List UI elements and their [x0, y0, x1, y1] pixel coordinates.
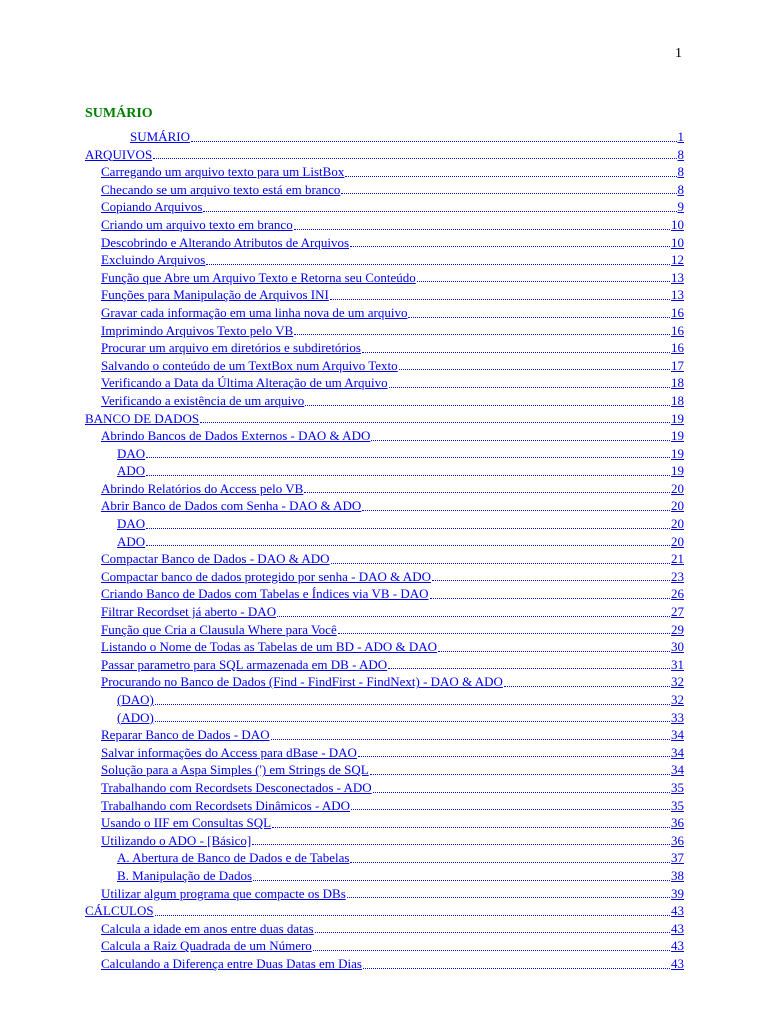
toc-entry[interactable]	[0, 832, 768, 850]
toc-entry-page[interactable]: 43	[671, 938, 684, 954]
toc-entry-page[interactable]: 27	[671, 604, 684, 620]
toc-entry-page[interactable]: 43	[671, 903, 684, 919]
toc-entry-title[interactable]: BANCO DE DADOS	[85, 410, 200, 426]
toc-entry-page[interactable]: 32	[671, 692, 684, 707]
dot-leader	[358, 756, 670, 757]
toc-entry[interactable]	[0, 339, 768, 357]
toc-entry-title[interactable]: Procurar um arquivo em diretórios e subdiretórios	[101, 340, 361, 356]
toc-entry-page[interactable]: 8	[677, 164, 684, 180]
toc-entry-title[interactable]: Verificando a existência de um arquivo	[101, 392, 305, 408]
dot-leader	[408, 317, 670, 318]
toc-entry-page[interactable]: 34	[671, 762, 684, 778]
toc-entry[interactable]	[0, 445, 768, 463]
toc-entry[interactable]	[0, 814, 768, 832]
dot-leader	[351, 809, 670, 810]
toc-entry[interactable]	[0, 497, 768, 515]
toc-entry-title[interactable]: Imprimindo Arquivos Texto pelo VB	[101, 322, 294, 338]
dot-leader	[294, 229, 670, 230]
toc-entry-page[interactable]: 16	[671, 340, 684, 356]
toc-entry-page[interactable]: 20	[671, 498, 684, 514]
toc-entry-page[interactable]: 35	[671, 797, 684, 813]
toc-entry[interactable]	[0, 885, 768, 903]
toc-entry-title[interactable]: Passar parametro para SQL armazenada em DB - ADO	[101, 656, 388, 672]
toc-entry-title[interactable]: CÁLCULOS	[85, 903, 154, 919]
dot-leader	[200, 422, 670, 423]
toc-entry-page[interactable]: 20	[671, 516, 684, 532]
toc-entry-page[interactable]: 16	[671, 322, 684, 338]
toc-entry-page[interactable]: 20	[671, 480, 684, 496]
dot-leader	[305, 405, 670, 406]
toc-entry-title[interactable]: Criando Banco de Dados com Tabelas e Índices via VB - DAO	[101, 586, 429, 602]
dot-leader	[277, 616, 670, 617]
toc-entry-title[interactable]: Listando o Nome de Todas as Tabelas de um BD - ADO & DAO	[101, 639, 438, 655]
toc-entry[interactable]	[0, 269, 768, 287]
toc-entry-title[interactable]: Copiando Arquivos	[101, 199, 203, 215]
toc-entry-title[interactable]: Abrindo Relatórios do Access pelo VB	[101, 480, 304, 496]
toc-entry-page[interactable]: 29	[671, 621, 684, 637]
toc-entry-title[interactable]: A. Abertura de Banco de Dados e de Tabelas	[117, 850, 350, 866]
toc-entry-title[interactable]: Descobrindo e Alterando Atributos de Arquivos	[101, 234, 350, 250]
toc-entry[interactable]	[0, 955, 768, 973]
toc-entry[interactable]	[0, 709, 768, 727]
toc-entry[interactable]	[0, 374, 768, 392]
toc-entry[interactable]	[0, 286, 768, 304]
toc-entry-title[interactable]: SUMÁRIO	[130, 129, 190, 144]
dot-leader	[155, 704, 670, 705]
dot-leader	[389, 387, 670, 388]
toc-heading: SUMÁRIO	[85, 106, 153, 121]
toc-entry-page[interactable]: 8	[677, 146, 684, 162]
toc-entry-title[interactable]: Abrindo Bancos de Dados Externos - DAO & ADO	[101, 428, 371, 444]
toc-entry-page[interactable]: 17	[671, 357, 684, 373]
toc-entry[interactable]	[0, 937, 768, 955]
toc-entry[interactable]	[0, 146, 768, 164]
toc-entry[interactable]	[0, 673, 768, 691]
toc-entry[interactable]	[0, 726, 768, 744]
toc-entry-page[interactable]: 20	[671, 533, 684, 549]
toc-entry-title[interactable]: Funções para Manipulação de Arquivos INI	[101, 287, 329, 303]
toc-entry[interactable]	[0, 480, 768, 498]
dot-leader	[203, 211, 676, 212]
toc-entry-page[interactable]: 38	[671, 867, 684, 883]
dot-leader	[146, 545, 670, 546]
toc-entry[interactable]	[0, 797, 768, 815]
toc-entry-title[interactable]: Carregando um arquivo texto para um ListBox	[101, 164, 345, 180]
dot-leader	[350, 862, 670, 863]
toc-entry[interactable]	[0, 128, 768, 146]
dot-leader	[350, 246, 670, 247]
toc-entry[interactable]	[0, 744, 768, 762]
toc-entry-title[interactable]: Função que Cria a Clausula Where para Você	[101, 621, 337, 637]
toc-entry-title[interactable]: Filtrar Recordset já aberto - DAO	[101, 604, 277, 620]
toc-entry[interactable]	[0, 920, 768, 938]
toc-entry-title[interactable]: Compactar Banco de Dados - DAO & ADO	[101, 551, 330, 567]
dot-leader	[191, 141, 677, 142]
toc-entry-title[interactable]: ADO	[117, 463, 146, 479]
toc-entry[interactable]	[0, 322, 768, 340]
toc-entry[interactable]	[0, 849, 768, 867]
toc-entry-page[interactable]: 34	[671, 727, 684, 743]
dot-leader	[345, 176, 676, 177]
toc-entry-title[interactable]: Utilizando o ADO - [Básico]	[101, 832, 252, 848]
dot-leader	[155, 721, 670, 722]
toc-entry-title[interactable]: Usando o IIF em Consultas SQL	[101, 815, 272, 831]
toc-entry-title[interactable]: Calculando a Diferença entre Duas Datas em Dias	[101, 955, 362, 971]
toc-entry-page[interactable]: 19	[671, 463, 684, 479]
toc-entry-page[interactable]: 13	[671, 269, 684, 285]
table-of-contents	[0, 128, 768, 973]
toc-entry-page[interactable]: 35	[671, 779, 684, 795]
toc-entry-page[interactable]: 13	[671, 287, 684, 303]
dot-leader	[362, 510, 670, 511]
page-number: 1	[675, 46, 682, 61]
toc-entry-page[interactable]: 32	[671, 674, 684, 690]
toc-entry-title[interactable]: Verificando a Data da Última Alteração de um Arquivo	[101, 375, 388, 391]
dot-leader	[253, 880, 670, 881]
toc-entry-page[interactable]: 18	[671, 375, 684, 391]
toc-entry-title[interactable]: Gravar cada informação em uma linha nova de um arquivo	[101, 304, 408, 320]
toc-entry-page[interactable]: 16	[671, 304, 684, 320]
toc-entry-page[interactable]: 30	[671, 639, 684, 655]
dot-leader	[388, 668, 670, 669]
dot-leader	[504, 686, 670, 687]
toc-entry-title[interactable]: Compactar banco de dados protegido por senha - DAO & ADO	[101, 568, 431, 584]
toc-entry[interactable]	[0, 515, 768, 533]
toc-entry[interactable]	[0, 410, 768, 428]
toc-entry-title[interactable]: Abrir Banco de Dados com Senha - DAO & ADO	[101, 498, 362, 514]
toc-entry[interactable]	[0, 234, 768, 252]
dot-leader	[155, 915, 670, 916]
toc-entry[interactable]	[0, 779, 768, 797]
toc-entry-title[interactable]: DAO	[117, 445, 146, 461]
toc-entry[interactable]	[0, 533, 768, 551]
toc-entry-title[interactable]: Checando se um arquivo texto está em branco	[101, 181, 341, 197]
dot-leader	[331, 563, 670, 564]
toc-entry[interactable]	[0, 198, 768, 216]
toc-entry[interactable]	[0, 251, 768, 269]
dot-leader	[347, 897, 670, 898]
dot-leader	[294, 334, 670, 335]
toc-entry-title[interactable]: Calcula a Raiz Quadrada de um Número	[101, 938, 312, 954]
dot-leader	[146, 528, 670, 529]
toc-entry[interactable]	[0, 216, 768, 234]
toc-entry-page[interactable]: 9	[677, 199, 684, 215]
dot-leader	[370, 774, 670, 775]
toc-entry-page[interactable]: 31	[671, 656, 684, 672]
toc-entry-title[interactable]: Trabalhando com Recordsets Dinâmicos - ADO	[101, 797, 351, 813]
toc-entry-page[interactable]: 10	[671, 234, 684, 250]
toc-entry-title[interactable]: B. Manipulação de Dados	[117, 867, 253, 883]
dot-leader	[313, 950, 670, 951]
toc-entry-title[interactable]: Solução para a Aspa Simples (') em Strings de SQL	[101, 762, 369, 778]
toc-entry[interactable]	[0, 867, 768, 885]
dot-leader	[146, 457, 670, 458]
dot-leader	[373, 792, 670, 793]
toc-entry-title[interactable]: ADO	[117, 533, 146, 549]
toc-entry[interactable]	[0, 902, 768, 920]
toc-entry-page[interactable]: 8	[677, 181, 684, 197]
toc-entry-page[interactable]: 19	[671, 428, 684, 444]
dot-leader	[304, 492, 670, 493]
toc-entry-page[interactable]: 21	[671, 551, 684, 567]
toc-entry-title[interactable]: Função que Abre um Arquivo Texto e Retorna seu Conteúdo	[101, 269, 416, 285]
toc-entry-title[interactable]: Utilizar algum programa que compacte os DBs	[101, 885, 346, 901]
toc-entry[interactable]	[0, 603, 768, 621]
dot-leader	[338, 633, 670, 634]
toc-entry-title[interactable]: (DAO)	[117, 692, 154, 707]
toc-entry-title[interactable]: ARQUIVOS	[85, 146, 153, 162]
toc-entry-title[interactable]: Procurando no Banco de Dados (Find - FindFirst - FindNext) - DAO & ADO	[101, 674, 503, 690]
toc-entry-title[interactable]: DAO	[117, 516, 146, 532]
dot-leader	[371, 440, 670, 441]
dot-leader	[363, 968, 670, 969]
dot-leader	[252, 844, 670, 845]
toc-entry-page[interactable]: 36	[671, 815, 684, 831]
toc-entry-page[interactable]: 34	[671, 744, 684, 760]
toc-entry[interactable]	[0, 568, 768, 586]
toc-entry-page[interactable]: 12	[671, 252, 684, 268]
toc-entry-title[interactable]: Criando um arquivo texto em branco	[101, 216, 293, 232]
dot-leader	[362, 352, 670, 353]
dot-leader	[417, 281, 670, 282]
toc-entry-title[interactable]: Salvando o conteúdo de um TextBox num Arquivo Texto	[101, 357, 398, 373]
dot-leader	[206, 264, 670, 265]
toc-entry-page[interactable]: 19	[671, 445, 684, 461]
toc-entry[interactable]	[0, 181, 768, 199]
dot-leader	[146, 475, 670, 476]
dot-leader	[315, 932, 670, 933]
toc-entry-title[interactable]: Calcula a idade em anos entre duas datas	[101, 920, 314, 936]
toc-entry-page[interactable]: 36	[671, 832, 684, 848]
toc-entry-page[interactable]: 37	[671, 850, 684, 866]
toc-entry-page[interactable]: 19	[671, 410, 684, 426]
toc-entry-title[interactable]: (ADO)	[117, 709, 154, 725]
toc-entry[interactable]	[0, 585, 768, 603]
toc-entry[interactable]	[0, 392, 768, 410]
toc-entry[interactable]	[0, 656, 768, 674]
toc-entry-page[interactable]: 33	[671, 709, 684, 725]
dot-leader	[272, 827, 670, 828]
toc-entry[interactable]	[0, 163, 768, 181]
toc-entry-page[interactable]: 39	[671, 885, 684, 901]
toc-entry[interactable]	[0, 550, 768, 568]
toc-entry[interactable]	[0, 462, 768, 480]
dot-leader	[153, 158, 676, 159]
toc-entry-page[interactable]: 18	[671, 392, 684, 408]
toc-entry-page[interactable]: 43	[671, 920, 684, 936]
toc-entry-title[interactable]: Trabalhando com Recordsets Desconectados - ADO	[101, 779, 372, 795]
dot-leader	[399, 369, 670, 370]
toc-entry[interactable]	[0, 621, 768, 639]
toc-entry-page[interactable]: 26	[671, 586, 684, 602]
dot-leader	[432, 580, 670, 581]
toc-entry[interactable]	[0, 427, 768, 445]
dot-leader	[271, 739, 670, 740]
toc-entry[interactable]	[0, 761, 768, 779]
dot-leader	[438, 651, 670, 652]
toc-entry-page[interactable]: 10	[671, 216, 684, 232]
toc-entry-page[interactable]: 43	[671, 955, 684, 971]
toc-entry-title[interactable]: Excluindo Arquivos	[101, 252, 206, 268]
toc-entry-page[interactable]: 1	[677, 129, 684, 144]
toc-entry[interactable]	[0, 638, 768, 656]
dot-leader	[330, 299, 670, 300]
toc-entry-title[interactable]: Reparar Banco de Dados - DAO	[101, 727, 270, 743]
dot-leader	[341, 193, 676, 194]
toc-entry[interactable]	[0, 691, 768, 709]
toc-entry-title[interactable]: Salvar informações do Access para dBase - DAO	[101, 744, 357, 760]
dot-leader	[430, 598, 670, 599]
toc-entry[interactable]	[0, 304, 768, 322]
toc-entry[interactable]	[0, 357, 768, 375]
toc-entry-page[interactable]: 23	[671, 568, 684, 584]
